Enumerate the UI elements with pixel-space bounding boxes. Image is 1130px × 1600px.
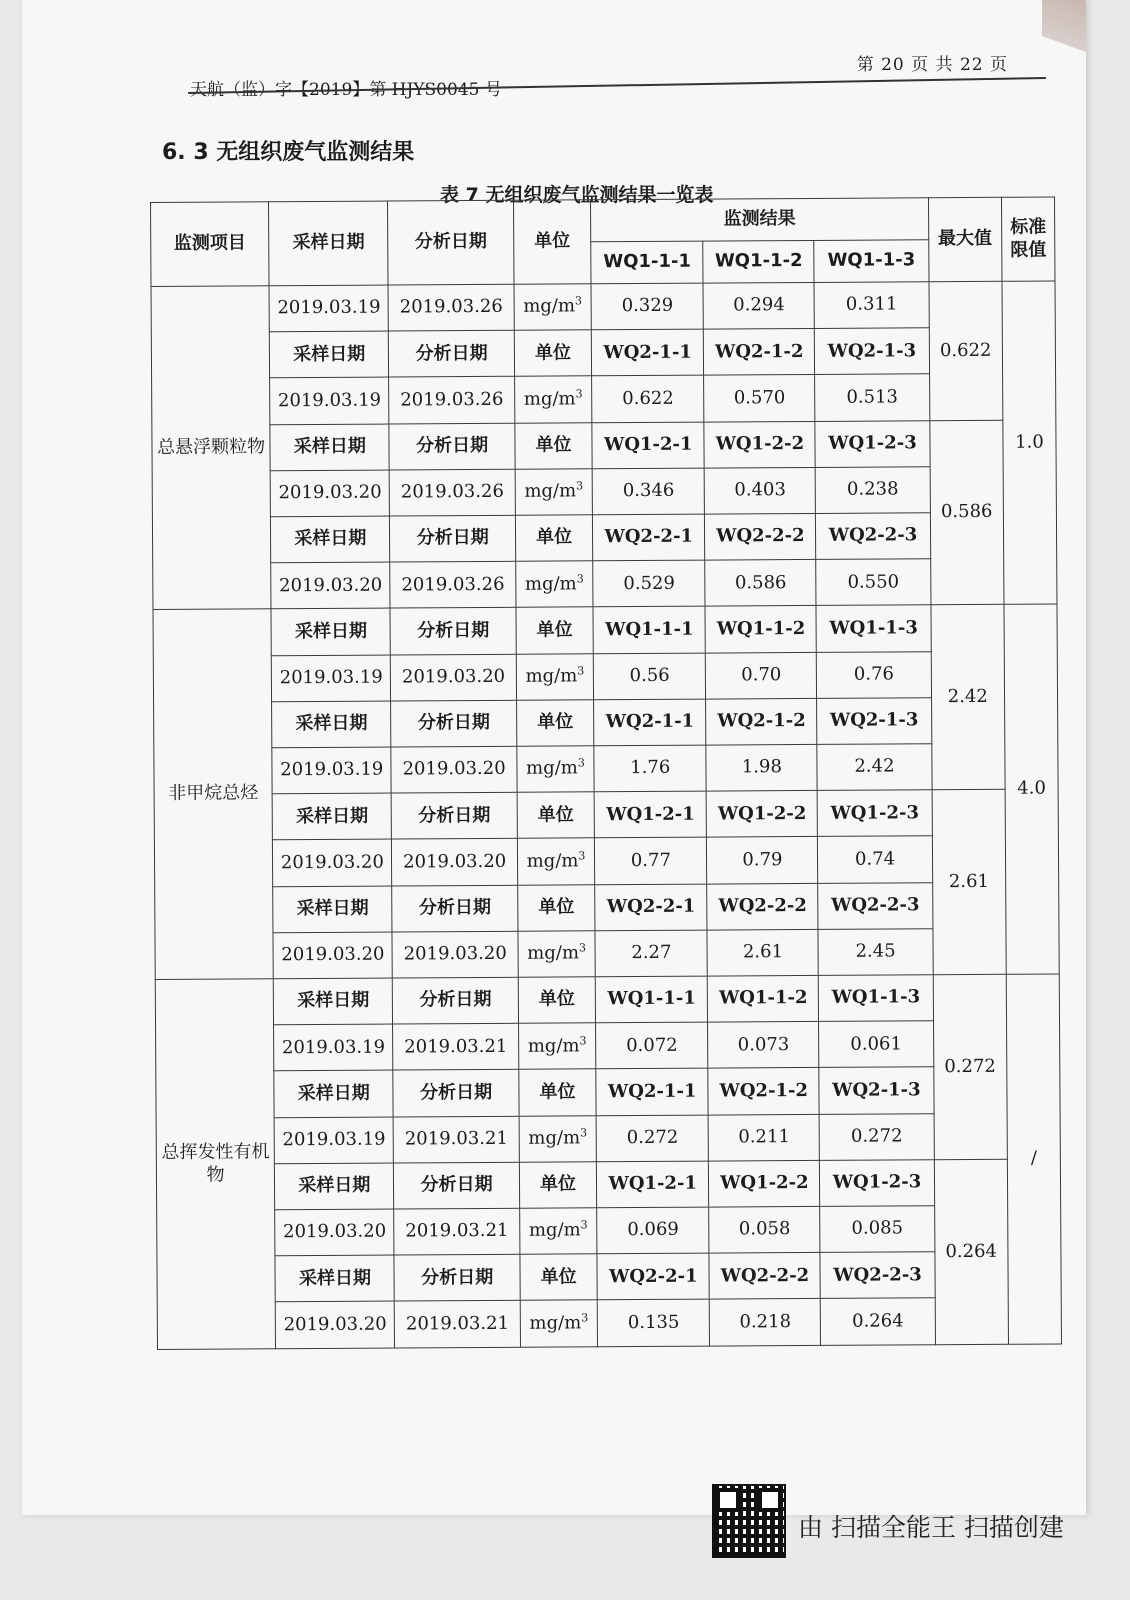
unit-text: mg/m xyxy=(525,665,578,687)
unit-cell xyxy=(518,1023,596,1070)
standard-limit: 4.0 xyxy=(1004,604,1059,974)
point-label: WQ2-2-2 xyxy=(709,1253,820,1300)
unit-superscript: 3 xyxy=(578,941,586,955)
label-analysis-date: 分析日期 xyxy=(392,793,518,840)
point-label: WQ1-1-2 xyxy=(705,606,816,653)
report-number: 天航（监）字【2019】第 HJYS0045 号 xyxy=(190,80,502,100)
table-caption: 表 7 无组织废气监测结果一览表 xyxy=(440,184,714,206)
point-label: WQ2-2-3 xyxy=(816,513,930,560)
analysis-date: 2019.03.20 xyxy=(392,839,518,886)
label-unit: 单位 xyxy=(518,977,596,1024)
header-point: WQ1-1-3 xyxy=(814,240,928,283)
unit-cell xyxy=(515,469,593,516)
point-label: WQ1-2-1 xyxy=(594,791,706,838)
unit-cell xyxy=(519,1208,597,1255)
point-label: WQ2-2-3 xyxy=(820,1252,934,1299)
point-label: WQ2-2-2 xyxy=(707,883,818,930)
label-sampling-date: 采样日期 xyxy=(275,1163,395,1210)
result-value: 0.77 xyxy=(595,838,707,885)
label-unit: 单位 xyxy=(516,700,594,747)
section-title: 6. 3 无组织废气监测结果 xyxy=(162,140,415,165)
result-value: 0.74 xyxy=(818,836,932,883)
unit-text: mg/m xyxy=(529,1312,582,1334)
label-sampling-date: 采样日期 xyxy=(270,424,390,471)
unit-cell xyxy=(518,931,596,978)
point-label: WQ2-2-1 xyxy=(597,1253,709,1300)
max-value: 0.622 xyxy=(929,281,1003,420)
header-unit: 单位 xyxy=(513,200,591,284)
unit-superscript: 3 xyxy=(578,849,586,863)
label-unit: 单位 xyxy=(517,792,595,839)
unit-cell xyxy=(514,284,592,331)
label-analysis-date: 分析日期 xyxy=(394,1162,520,1209)
label-sampling-date: 采样日期 xyxy=(273,978,393,1025)
result-value: 0.294 xyxy=(703,282,814,329)
label-sampling-date: 采样日期 xyxy=(272,793,392,840)
header-limit: 标准限值 xyxy=(1001,197,1055,281)
label-unit: 单位 xyxy=(520,1254,598,1301)
unit-superscript: 3 xyxy=(577,664,585,678)
point-label: WQ2-1-1 xyxy=(596,1069,708,1116)
header-sampling-date: 采样日期 xyxy=(269,201,389,286)
point-label: WQ2-2-1 xyxy=(595,884,707,931)
scanner-footer xyxy=(712,1482,1130,1562)
point-label: WQ2-1-2 xyxy=(706,698,817,745)
max-value: 0.272 xyxy=(933,974,1008,1159)
unit-cell xyxy=(517,838,595,885)
result-value: 0.550 xyxy=(816,559,930,606)
sampling-date: 2019.03.20 xyxy=(270,470,390,517)
point-label: WQ1-2-2 xyxy=(706,791,817,838)
label-analysis-date: 分析日期 xyxy=(392,885,518,932)
point-label: WQ1-2-3 xyxy=(815,420,929,467)
unit-cell xyxy=(519,1115,597,1162)
result-value: 0.346 xyxy=(592,468,704,515)
result-value: 0.76 xyxy=(817,651,931,698)
header-results: 监测结果 xyxy=(591,198,929,242)
label-analysis-date: 分析日期 xyxy=(391,700,517,747)
result-value: 0.586 xyxy=(705,560,816,607)
unit-cell xyxy=(517,746,595,793)
label-unit: 单位 xyxy=(517,884,595,931)
scan-watermark-text: 由 扫描全能王 扫描创建 xyxy=(798,1513,1064,1542)
label-analysis-date: 分析日期 xyxy=(393,977,519,1024)
result-value: 1.76 xyxy=(594,745,706,792)
analysis-date: 2019.03.26 xyxy=(390,469,516,516)
label-analysis-date: 分析日期 xyxy=(389,330,515,377)
point-label: WQ2-2-3 xyxy=(818,882,932,929)
analysis-date: 2019.03.21 xyxy=(394,1116,520,1163)
header-max: 最大值 xyxy=(928,197,1002,281)
standard-limit: 1.0 xyxy=(1002,281,1057,605)
point-label: WQ1-2-3 xyxy=(818,790,932,837)
unit-superscript: 3 xyxy=(576,479,584,493)
max-value: 0.586 xyxy=(929,420,1004,605)
result-value: 0.072 xyxy=(596,1022,708,1069)
unit-text: mg/m xyxy=(528,1219,581,1242)
sampling-date: 2019.03.20 xyxy=(271,562,391,609)
result-value: 1.98 xyxy=(706,744,817,791)
result-value: 0.513 xyxy=(815,374,929,421)
label-unit: 单位 xyxy=(515,515,593,562)
point-label: WQ1-2-2 xyxy=(709,1160,820,1207)
label-analysis-date: 分析日期 xyxy=(393,1070,519,1117)
point-label: WQ1-1-2 xyxy=(708,975,819,1022)
result-value: 0.211 xyxy=(708,1114,819,1161)
unit-superscript: 3 xyxy=(581,1311,589,1325)
label-sampling-date: 采样日期 xyxy=(271,516,391,563)
result-value: 0.272 xyxy=(596,1115,708,1162)
unit-text: mg/m xyxy=(527,942,580,964)
sampling-date: 2019.03.19 xyxy=(270,377,390,424)
point-label: WQ1-2-2 xyxy=(704,421,815,468)
unit-text: mg/m xyxy=(526,850,579,872)
sampling-date: 2019.03.19 xyxy=(274,1024,394,1071)
unit-cell xyxy=(516,653,594,700)
point-label: WQ1-1-3 xyxy=(819,975,933,1022)
label-sampling-date: 采样日期 xyxy=(274,1070,394,1117)
unit-cell xyxy=(520,1300,598,1347)
point-label: WQ1-2-1 xyxy=(597,1161,709,1208)
unit-superscript: 3 xyxy=(576,571,584,585)
result-value: 2.45 xyxy=(818,929,932,976)
monitoring-item: 非甲烷总烃 xyxy=(153,609,273,979)
result-value: 2.27 xyxy=(595,930,707,977)
monitoring-item: 总悬浮颗粒物 xyxy=(151,286,271,610)
max-value: 2.61 xyxy=(932,790,1007,975)
point-label: WQ2-2-2 xyxy=(705,513,816,560)
qr-code-icon xyxy=(712,1484,786,1558)
result-value: 0.311 xyxy=(814,282,928,329)
analysis-date: 2019.03.21 xyxy=(394,1208,520,1255)
unit-superscript: 3 xyxy=(580,1218,588,1232)
page-corner-shadow xyxy=(1042,0,1086,70)
sampling-date: 2019.03.19 xyxy=(274,1117,394,1164)
label-sampling-date: 采样日期 xyxy=(272,701,392,748)
label-unit: 单位 xyxy=(519,1069,597,1116)
label-sampling-date: 采样日期 xyxy=(271,608,391,655)
label-analysis-date: 分析日期 xyxy=(390,515,516,562)
label-unit: 单位 xyxy=(514,330,592,377)
unit-text: mg/m xyxy=(524,480,577,502)
result-value: 0.069 xyxy=(597,1207,709,1254)
point-label: WQ1-1-3 xyxy=(816,605,930,652)
label-unit: 单位 xyxy=(519,1162,597,1209)
unit-text: mg/m xyxy=(523,295,576,318)
point-label: WQ1-2-3 xyxy=(820,1160,934,1207)
analysis-date: 2019.03.21 xyxy=(393,1024,519,1071)
header-analysis-date: 分析日期 xyxy=(388,200,514,285)
standard-limit: / xyxy=(1006,974,1061,1344)
unit-text: mg/m xyxy=(523,388,576,410)
analysis-date: 2019.03.20 xyxy=(391,746,517,793)
result-value: 0.061 xyxy=(819,1021,933,1068)
result-value: 0.218 xyxy=(710,1299,821,1346)
label-analysis-date: 分析日期 xyxy=(389,423,515,470)
point-label: WQ2-1-3 xyxy=(817,698,931,745)
unit-superscript: 3 xyxy=(574,294,583,308)
analysis-date: 2019.03.26 xyxy=(390,561,516,608)
label-unit: 单位 xyxy=(515,422,593,469)
analysis-date: 2019.03.26 xyxy=(388,284,514,331)
result-value: 0.570 xyxy=(704,375,815,422)
header-item: 监测项目 xyxy=(151,202,270,287)
unit-superscript: 3 xyxy=(575,387,583,401)
label-sampling-date: 采样日期 xyxy=(275,1255,395,1302)
label-analysis-date: 分析日期 xyxy=(394,1255,520,1302)
header-point: WQ1-1-1 xyxy=(591,241,703,284)
monitoring-results-table xyxy=(150,196,1062,1350)
label-sampling-date: 采样日期 xyxy=(273,886,393,933)
page-indicator: 第 20 页 共 22 页 xyxy=(856,55,1008,75)
point-label: WQ2-1-2 xyxy=(708,1068,819,1115)
label-sampling-date: 采样日期 xyxy=(270,331,390,378)
sampling-date: 2019.03.19 xyxy=(269,285,389,332)
point-label: WQ2-1-1 xyxy=(594,699,706,746)
unit-text: mg/m xyxy=(524,572,577,595)
unit-text: mg/m xyxy=(528,1127,581,1149)
unit-superscript: 3 xyxy=(580,1126,588,1140)
point-label: WQ2-2-1 xyxy=(593,514,705,561)
result-value: 0.329 xyxy=(591,283,703,330)
point-label: WQ2-1-1 xyxy=(592,329,704,376)
result-value: 0.264 xyxy=(821,1298,935,1345)
result-value: 0.085 xyxy=(820,1206,934,1253)
analysis-date: 2019.03.21 xyxy=(395,1301,521,1348)
unit-cell xyxy=(514,376,592,423)
result-value: 0.073 xyxy=(708,1022,819,1069)
monitoring-item: 总挥发性有机物 xyxy=(155,979,275,1350)
result-value: 0.529 xyxy=(593,560,705,607)
unit-superscript: 3 xyxy=(579,1033,587,1047)
analysis-date: 2019.03.20 xyxy=(392,931,518,978)
result-value: 0.403 xyxy=(704,467,815,514)
unit-cell xyxy=(515,561,593,608)
point-label: WQ2-1-3 xyxy=(819,1067,933,1114)
label-analysis-date: 分析日期 xyxy=(390,608,516,655)
header-point: WQ1-1-2 xyxy=(703,240,814,283)
sampling-date: 2019.03.19 xyxy=(272,747,392,794)
result-value: 0.622 xyxy=(592,376,704,423)
label-unit: 单位 xyxy=(516,607,594,654)
unit-text: mg/m xyxy=(526,757,578,780)
point-label: WQ1-2-1 xyxy=(592,422,704,469)
analysis-date: 2019.03.20 xyxy=(391,654,517,701)
point-label: WQ2-1-2 xyxy=(704,329,815,376)
result-value: 0.79 xyxy=(707,837,818,884)
sampling-date: 2019.03.20 xyxy=(275,1209,395,1256)
result-value: 0.058 xyxy=(709,1206,820,1253)
point-label: WQ1-1-1 xyxy=(595,976,707,1023)
max-value: 0.264 xyxy=(934,1159,1009,1345)
unit-text: mg/m xyxy=(527,1034,580,1057)
sampling-date: 2019.03.20 xyxy=(273,839,393,886)
result-value: 2.42 xyxy=(817,744,931,791)
analysis-date: 2019.03.26 xyxy=(389,377,515,424)
document-page xyxy=(22,0,1086,1542)
result-value: 0.135 xyxy=(597,1300,709,1347)
result-value: 0.238 xyxy=(816,467,930,514)
sampling-date: 2019.03.20 xyxy=(273,932,393,979)
result-value: 0.70 xyxy=(706,652,817,699)
result-value: 2.61 xyxy=(707,929,818,976)
result-value: 0.272 xyxy=(820,1113,934,1160)
sampling-date: 2019.03.20 xyxy=(275,1301,395,1348)
point-label: WQ2-1-3 xyxy=(815,328,929,375)
sampling-date: 2019.03.19 xyxy=(271,655,391,702)
point-label: WQ1-1-1 xyxy=(593,607,705,654)
unit-superscript: 3 xyxy=(577,756,585,770)
result-value: 0.56 xyxy=(594,653,706,700)
max-value: 2.42 xyxy=(931,605,1006,790)
